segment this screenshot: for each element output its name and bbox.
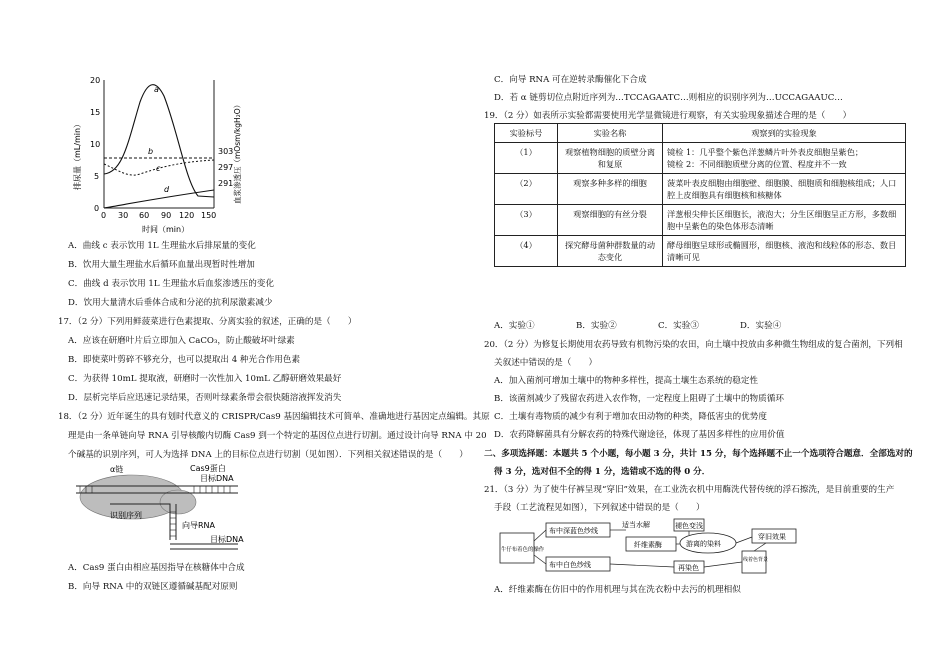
table-cell: 探究酵母菌种群数量的动态变化 [558, 236, 663, 267]
table-cell: （3） [495, 205, 558, 236]
q20-option-d: D．农药降解菌具有分解农药的特殊代谢途径，体现了基因多样性的应用价值 [494, 430, 785, 440]
denim-process-flowchart [498, 517, 798, 577]
fig-label-target-dna: 目标DNA [200, 474, 234, 483]
flow-start-text: 牛仔布着色的操作 [501, 547, 545, 553]
x-label: 时间（min） [142, 225, 190, 234]
flow-redye-text: 再染色 [678, 564, 699, 572]
y-right-tick: 297 [218, 163, 234, 172]
table-cell: 酵母细胞呈球形或椭圆形，细胞核、液泡和线粒体的形态、数目清晰可见 [663, 236, 906, 267]
curve-label: a [154, 85, 159, 94]
x-tick: 150 [201, 211, 217, 220]
fig-label-guide-rna: 向导RNA [182, 521, 216, 530]
table-cell: （1） [495, 143, 558, 174]
q16-option-a: A．曲线 c 表示饮用 1L 生理盐水后排尿量的变化 [68, 241, 256, 251]
urine-osmolarity-graph [68, 72, 248, 247]
q19-option-d: D．实验④ [740, 321, 782, 331]
q19-option-b: B．实验② [576, 321, 617, 331]
q18-option-d: D．若 α 链剪切位点附近序列为…TCCAGAATC…则相应的识别序列为…UCCAGAAUC… [494, 93, 843, 103]
q16-option-c: C．曲线 d 表示饮用 1L 生理盐水后血浆渗透压的变化 [68, 279, 275, 289]
y-right-ticks [218, 147, 233, 188]
flow-thread-text: 线着色背景 [743, 557, 769, 563]
flow-effect-text: 穿旧效果 [758, 533, 786, 541]
q18-stem-line: 个碱基的识别序列，可人为选择 DNA 上的目标位点进行切割（见如图）．下列相关叙述错误的是（ ） [68, 450, 468, 460]
table-cell: 洋葱根尖伸长区细胞长，液泡大；分生区细胞呈正方形，多数细胞中呈紫色的染色体形态清晰 [663, 205, 906, 236]
q16-option-b: B．饮用大量生理盐水后循环血量出现暂时性增加 [68, 260, 255, 270]
flow-fade-text: 褪色变浅 [675, 522, 703, 530]
q20-option-c: C．土壤有毒物质的减少有利于增加农田动物的种类，降低害虫的优势度 [494, 412, 767, 422]
y-right-tick: 303 [218, 147, 234, 156]
table-row [495, 174, 906, 205]
table-cell: 观察植物细胞的质壁分离和复原 [558, 143, 663, 174]
q21-option-a: A．纤维素酶在仿旧中的作用机理与其在洗衣粉中去污的机理相似 [494, 585, 741, 595]
flow-white-yarn-text: 布中白色纱线 [549, 561, 591, 569]
fig-label-alpha: α链 [110, 465, 124, 474]
x-tick: 30 [118, 211, 129, 220]
q21-stem-line: 21．（3 分）为了使牛仔裤呈现“穿旧”效果，在工业洗衣机中用酶洗代替传统的浮石擦洗，是目前重要的生产 [484, 485, 895, 495]
curve-a [104, 85, 214, 197]
q17-option-c: C．为获得 10mL 提取液，研磨时一次性加入 10mL 乙醇研磨效果最好 [68, 374, 342, 384]
y-left-tick: 5 [94, 172, 100, 181]
y-left-tick: 20 [90, 76, 101, 85]
table-cell: （2） [495, 174, 558, 205]
table-cell: 镜检 1：几乎整个紫色洋葱鳞片叶外表皮细胞呈紫色； 镜检 2：不同细胞质壁分离的位置、程度并不一致 [663, 143, 906, 174]
curve-label: d [164, 185, 170, 194]
y-left-label: 排尿量（mL/min） [73, 119, 82, 190]
q19-option-c: C．实验③ [658, 321, 699, 331]
q21-stem-line: 手段（工艺流程见如图），下列叙述中错误的是（ ） [494, 503, 705, 513]
table-header: 实验名称 [558, 124, 663, 143]
q18-option-c: C．向导 RNA 可在逆转录酶催化下合成 [494, 75, 647, 85]
section-2-heading: 二、多项选择题：本题共 5 个小题，每小题 3 分，共计 15 分，每个选择题不止一个选项符合题意．全部选对的 [484, 449, 913, 459]
fig-label-target-dna-2: 目标DNA [210, 535, 244, 544]
crispr-cas9-figure [70, 462, 270, 554]
table-cell: 观察细胞的有丝分裂 [558, 205, 663, 236]
table-header: 观察到的实验现象 [663, 124, 906, 143]
table-row [495, 205, 906, 236]
q19-option-a: A．实验① [494, 321, 535, 331]
q20-option-a: A．加入菌剂可增加土壤中的物种多样性，提高土壤生态系统的稳定性 [494, 376, 759, 386]
y-right-tick: 291 [218, 179, 234, 188]
q18-option-b: B．向导 RNA 中的双链区遵循碱基配对原则 [68, 582, 238, 592]
curve-label: c [156, 164, 161, 173]
q18-option-a: A．Cas9 蛋白由相应基因指导在核糖体中合成 [68, 563, 245, 573]
flow-hydrolysis-text: 适当水解 [622, 521, 650, 529]
fig-label-cas9: Cas9蛋白 [190, 464, 226, 473]
section-2-heading-cont: 得 3 分，选对但不全的得 1 分，选错或不选的得 0 分． [494, 467, 711, 477]
q20-option-b: B．该菌剂减少了残留农药进入农作物，一定程度上阻碍了土壤中的物质循环 [494, 394, 784, 404]
q16-option-d: D．饮用大量清水后垂体合成和分泌的抗利尿激素减少 [68, 298, 273, 308]
q17-option-b: B．即使菜叶剪碎不够充分，也可以提取出 4 种光合作用色素 [68, 355, 301, 365]
q17-stem: 17．（2 分）下列用鲜菠菜进行色素提取、分离实验的叙述，正确的是（ ） [58, 317, 357, 327]
x-ticks [101, 211, 216, 220]
table-cell: 观察多种多样的细胞 [558, 174, 663, 205]
right-column [484, 0, 913, 671]
y-left-tick: 15 [90, 108, 101, 117]
table-header-row [495, 124, 906, 143]
x-tick: 90 [161, 211, 172, 220]
q20-stem-line: 20．（2 分）为修复长期使用农药导致有机物污染的农田，向土壤中投放由多种微生物组成的复合菌剂，下列相 [484, 340, 903, 350]
left-column [58, 0, 490, 671]
curve-d [104, 190, 214, 208]
flow-cellulase-text: 纤维素酶 [634, 541, 662, 549]
table-row [495, 143, 906, 174]
table-cell: （4） [495, 236, 558, 267]
table-header: 实验标号 [495, 124, 558, 143]
fig-label-recognition: 识别序列 [110, 511, 142, 520]
q20-stem-line: 关叙述中错误的是（ ） [494, 358, 598, 368]
x-tick: 60 [139, 211, 150, 220]
y-left-ticks [90, 76, 100, 213]
table-row [495, 236, 906, 267]
table-cell: 菠菜叶表皮细胞由细胞壁、细胞膜、细胞质和细胞核组成；人口腔上皮细胞具有细胞核和核糖体 [663, 174, 906, 205]
y-right-label: 血浆渗透压（mOsm/kgH₂O） [233, 100, 242, 204]
q18-stem-line: 18．（2 分）近年诞生的具有划时代意义的 CRISPR/Cas9 基因编辑技术可简单、准确地进行基因定点编辑。其原 [58, 412, 490, 422]
flow-dye-free-text: 游离的染料 [686, 540, 721, 548]
flow-blue-yarn-text: 布中深蓝色纱线 [549, 527, 598, 535]
y-left-tick: 10 [90, 140, 101, 149]
q17-option-a: A．应该在研磨叶片后立即加入 CaCO₃，防止酸破坏叶绿素 [68, 336, 295, 346]
x-tick: 120 [179, 211, 195, 220]
curve-label: b [148, 147, 154, 156]
q19-stem: 19．（2 分）如表所示实验都需要使用光学显微镜进行观察，有关实验现象描述合理的是（ ） [484, 111, 852, 121]
q17-option-d: D．层析完毕后应迅速记录结果，否则叶绿素条带会很快随溶液挥发消失 [68, 393, 342, 403]
x-tick: 0 [101, 211, 107, 220]
experiment-table [494, 123, 906, 267]
q18-stem-line: 理是由一条单链向导 RNA 引导核酸内切酶 Cas9 到一个特定的基因位点进行切割。通过设计向导 RNA 中 20 [68, 431, 487, 441]
y-left-tick: 0 [94, 204, 100, 213]
